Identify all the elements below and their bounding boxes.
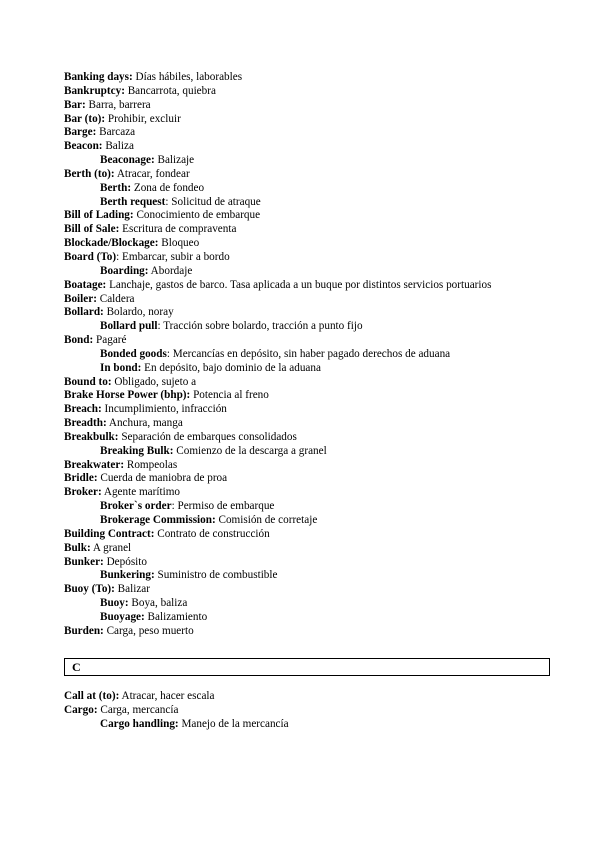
entry-term: Brake Horse Power (bhp): xyxy=(64,389,191,402)
glossary-entry xyxy=(64,597,491,611)
entry-term: Blockade/Blockage: xyxy=(64,237,159,250)
entry-definition: Carga, peso muerto xyxy=(103,624,194,637)
glossary-c-entries xyxy=(64,690,289,732)
glossary-entry xyxy=(64,459,491,473)
glossary-entry xyxy=(64,472,491,486)
entry-definition: Boya, baliza xyxy=(128,597,188,610)
glossary-entry xyxy=(64,182,491,196)
entry-term: Breadth: xyxy=(64,417,107,430)
glossary-entry xyxy=(64,99,491,113)
entry-definition: Barcaza xyxy=(96,126,136,139)
entry-definition: Obligado, sujeto a xyxy=(111,375,197,388)
entry-definition: Comisión de corretaje xyxy=(215,514,318,526)
glossary-entry xyxy=(64,168,491,182)
entry-term: Berth request xyxy=(100,195,166,208)
entry-term: Broker`s order xyxy=(100,500,172,513)
glossary-entry xyxy=(64,126,491,140)
entry-definition: Anchura, manga xyxy=(106,417,183,430)
entry-definition: Lanchaje, gastos de barco. Tasa aplicada a un buque por distintos servicios portuarios xyxy=(106,278,492,291)
glossary-entry xyxy=(64,389,491,403)
glossary-entry xyxy=(64,611,491,625)
entry-term: Bankruptcy: xyxy=(64,84,125,97)
glossary-b-entries xyxy=(64,71,491,639)
entry-definition: : Mercancías en depósito, sin haber pagado derechos de aduana xyxy=(166,347,451,360)
entry-term: Beacon: xyxy=(64,140,103,153)
glossary-entry xyxy=(64,348,491,362)
glossary-entry xyxy=(64,704,289,718)
glossary-entry xyxy=(64,569,491,583)
entry-definition: A granel xyxy=(90,541,132,554)
glossary-entry xyxy=(64,140,491,154)
glossary-entry xyxy=(64,320,491,334)
glossary-entry xyxy=(64,223,491,237)
entry-term: Breakbulk: xyxy=(64,430,119,443)
glossary-entry xyxy=(64,542,491,556)
entry-term: Broker: xyxy=(64,486,102,499)
entry-definition: Conocimiento de embarque xyxy=(133,209,261,222)
glossary-entry xyxy=(64,376,491,390)
entry-definition: Baliza xyxy=(102,140,134,153)
glossary-entry xyxy=(64,251,491,265)
glossary-entry xyxy=(64,417,491,431)
glossary-entry xyxy=(64,209,491,223)
entry-term: Banking days: xyxy=(64,71,133,83)
entry-definition: Suministro de combustible xyxy=(154,569,278,582)
entry-term: Board (To) xyxy=(64,250,117,263)
glossary-entry xyxy=(64,293,491,307)
entry-definition: Prohibir, excluir xyxy=(105,112,181,125)
entry-term: Buoyage: xyxy=(100,610,145,623)
glossary-entry xyxy=(64,583,491,597)
section-letter: C xyxy=(72,660,81,674)
glossary-entry xyxy=(64,445,491,459)
entry-term: Breakwater: xyxy=(64,458,125,471)
entry-definition: Balizaje xyxy=(154,154,195,167)
entry-definition: Atracar, hacer escala xyxy=(119,690,215,702)
entry-term: Building Contract: xyxy=(64,527,155,540)
glossary-entry xyxy=(64,237,491,251)
entry-definition: En depósito, bajo dominio de la aduana xyxy=(141,361,321,374)
glossary-entry xyxy=(64,556,491,570)
entry-term: Breaking Bulk: xyxy=(100,444,174,457)
entry-definition: Días hábiles, laborables xyxy=(132,71,243,83)
glossary-entry xyxy=(64,514,491,528)
entry-definition: Potencia al freno xyxy=(190,389,269,402)
glossary-entry xyxy=(64,528,491,542)
entry-term: Cargo handling: xyxy=(100,717,179,730)
section-letter-box xyxy=(64,658,550,676)
entry-term: Boiler: xyxy=(64,292,97,305)
glossary-entry xyxy=(64,306,491,320)
entry-term: Bound to: xyxy=(64,375,112,388)
glossary-entry xyxy=(64,362,491,376)
entry-term: Bridle: xyxy=(64,472,98,485)
entry-term: Berth (to): xyxy=(64,167,115,180)
entry-definition: Balizar xyxy=(114,583,150,596)
entry-definition: Bolardo, noray xyxy=(103,306,174,319)
entry-term: Buoy: xyxy=(100,597,129,610)
entry-term: Cargo: xyxy=(64,703,98,716)
entry-term: Boarding: xyxy=(100,264,149,277)
glossary-entry xyxy=(64,279,491,293)
entry-definition: Bancarrota, quiebra xyxy=(124,84,216,97)
entry-definition: Escritura de compraventa xyxy=(119,223,237,236)
glossary-entry xyxy=(64,500,491,514)
entry-term: Bill of Sale: xyxy=(64,223,120,236)
glossary-entry xyxy=(64,71,491,85)
entry-definition: : Tracción sobre bolardo, tracción a punto fijo xyxy=(157,320,363,333)
entry-term: Breach: xyxy=(64,403,102,416)
entry-term: Call at (to): xyxy=(64,690,120,702)
entry-term: In bond: xyxy=(100,361,142,374)
entry-definition: Separación de embarques consolidados xyxy=(118,430,297,443)
entry-term: Burden: xyxy=(64,624,104,637)
entry-term: Bunker: xyxy=(64,555,104,568)
glossary-entry xyxy=(64,690,289,704)
entry-definition: Agente marítimo xyxy=(101,486,180,499)
entry-definition: Cuerda de maniobra de proa xyxy=(97,472,228,485)
entry-definition: Rompeolas xyxy=(124,458,178,471)
glossary-entry xyxy=(64,431,491,445)
entry-term: Bollard: xyxy=(64,306,104,319)
entry-definition: Depósito xyxy=(103,555,147,568)
glossary-entry xyxy=(64,718,289,732)
entry-definition: Contrato de construcción xyxy=(154,527,270,540)
entry-definition: Carga, mercancía xyxy=(97,703,179,716)
entry-definition: Atracar, fondear xyxy=(114,167,190,180)
entry-definition: Comienzo de la descarga a granel xyxy=(173,444,327,457)
glossary-entry xyxy=(64,154,491,168)
entry-definition: Barra, barrera xyxy=(85,98,151,111)
entry-term: Bollard pull xyxy=(100,320,158,333)
entry-definition: : Embarcar, subir a bordo xyxy=(116,250,230,263)
entry-term: Brokerage Commission: xyxy=(100,514,216,526)
entry-term: Bar: xyxy=(64,98,86,111)
entry-definition: Incumplimiento, infracción xyxy=(101,403,227,416)
glossary-entry xyxy=(64,85,491,99)
entry-definition: Bloqueo xyxy=(158,237,200,250)
glossary-entry xyxy=(64,334,491,348)
entry-term: Beaconage: xyxy=(100,154,155,167)
entry-term: Bond: xyxy=(64,334,94,347)
entry-term: Bar (to): xyxy=(64,112,106,125)
entry-term: Buoy (To): xyxy=(64,583,115,596)
entry-definition: : Solicitud de atraque xyxy=(165,195,261,208)
glossary-entry xyxy=(64,113,491,127)
entry-term: Bunkering: xyxy=(100,569,155,582)
glossary-entry xyxy=(64,486,491,500)
entry-definition: Caldera xyxy=(96,292,135,305)
entry-term: Bulk: xyxy=(64,541,91,554)
entry-definition: Zona de fondeo xyxy=(131,181,205,194)
entry-term: Berth: xyxy=(100,181,132,194)
entry-term: Boatage: xyxy=(64,278,107,291)
entry-term: Barge: xyxy=(64,126,97,139)
entry-term: Bonded goods xyxy=(100,347,167,360)
glossary-entry xyxy=(64,196,491,210)
entry-definition: Abordaje xyxy=(148,264,193,277)
entry-definition: Balizamiento xyxy=(144,610,208,623)
glossary-entry xyxy=(64,265,491,279)
entry-definition: Pagaré xyxy=(93,334,127,347)
glossary-entry xyxy=(64,403,491,417)
entry-term: Bill of Lading: xyxy=(64,209,134,222)
entry-definition: Manejo de la mercancía xyxy=(178,717,289,730)
entry-definition: : Permiso de embarque xyxy=(171,500,275,513)
glossary-entry xyxy=(64,625,491,639)
